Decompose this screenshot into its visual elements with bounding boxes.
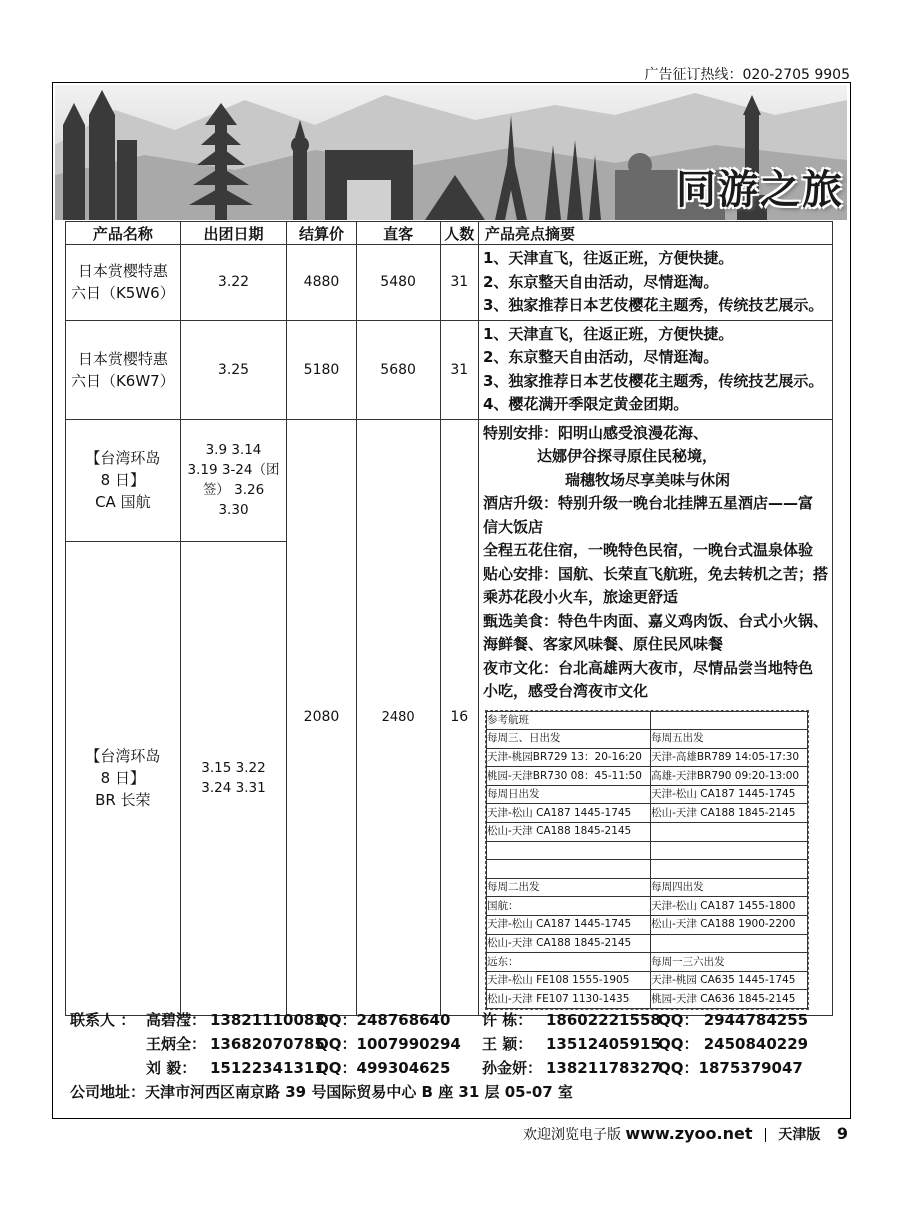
contact-row xyxy=(70,1008,830,1032)
company-address: 公司地址：天津市河西区南京路 39 号国际贸易中心 B 座 31 层 05-07 室 xyxy=(70,1083,573,1101)
flight-cell xyxy=(651,934,808,953)
flight-table xyxy=(486,711,808,1010)
flight-row xyxy=(486,748,807,767)
flight-cell: 远东： xyxy=(486,953,650,972)
table-row xyxy=(66,245,833,321)
highlight-item: 4、樱花满开季限定黄金团期。 xyxy=(482,395,689,413)
highlight-item: 夜市文化：台北高雄两大夜市，尽情品尝当地特色 xyxy=(482,658,813,677)
flight-row xyxy=(486,916,807,935)
settle-price: 5180 xyxy=(287,320,356,419)
header-count: 人数 xyxy=(440,222,478,245)
flight-cell: 天津-松山 CA187 1445-1745 xyxy=(486,916,650,935)
flight-row xyxy=(486,971,807,990)
retail-price: 5680 xyxy=(356,320,440,419)
contact-qq: QQ：248768640 xyxy=(316,1011,451,1029)
highlight-item: 小吃，感受台湾夜市文化 xyxy=(482,682,648,700)
contact-name: 王 颖： xyxy=(482,1035,533,1053)
contacts xyxy=(70,1008,830,1104)
header-date: 出团日期 xyxy=(180,222,287,245)
reference-flights xyxy=(485,710,809,1011)
highlights xyxy=(478,320,832,419)
flight-cell xyxy=(486,860,650,879)
flight-cell: 高雄-天津BR790 09:20-13:00 xyxy=(651,767,808,786)
flight-cell xyxy=(651,711,808,730)
contact-phone: 13512405915 xyxy=(546,1035,661,1053)
departure-date xyxy=(180,541,287,1015)
header-settle-price: 结算价 xyxy=(287,222,356,245)
highlight-item: 3、独家推荐日本艺伎樱花主题秀，传统技艺展示。 xyxy=(482,296,824,314)
footer-welcome: 欢迎浏览电子版 xyxy=(522,1127,621,1143)
contact-qq: QQ：499304625 xyxy=(316,1059,451,1077)
highlight-item: 乘苏花段小火车，旅途更舒适 xyxy=(482,588,678,606)
flight-cell: 每周五出发 xyxy=(651,730,808,749)
product-name xyxy=(66,541,181,1015)
contact-name: 王炳全： xyxy=(146,1035,207,1053)
contact-phone: 18602221558 xyxy=(546,1011,661,1029)
flight-row xyxy=(486,785,807,804)
contact-name: 孙金妍： xyxy=(482,1059,543,1077)
contact-qq: QQ：1007990294 xyxy=(316,1035,461,1053)
flight-cell: 每周四出发 xyxy=(651,878,808,897)
retail-price: 2480 xyxy=(356,419,440,1015)
footer-edition: 天津版 xyxy=(778,1127,821,1143)
highlight-item: 甄选美食：特色牛肉面、嘉义鸡肉饭、台式小火锅、 xyxy=(482,611,828,630)
flight-row xyxy=(486,823,807,842)
contact-phone: 13821110083 xyxy=(210,1011,325,1029)
flight-cell: 天津-松山 CA187 1455-1800 xyxy=(651,897,808,916)
flight-cell: 松山-天津 CA188 1900-2200 xyxy=(651,916,808,935)
flight-cell: 每周一三六出发 xyxy=(651,953,808,972)
product-name xyxy=(66,320,181,419)
flight-cell: 国航： xyxy=(486,897,650,916)
flight-cell: 天津-高雄BR789 14:05-17:30 xyxy=(651,748,808,767)
departure-date: 3.25 xyxy=(180,320,287,419)
flight-row xyxy=(486,953,807,972)
product-name-line: 六日（K5W6） xyxy=(70,284,175,303)
flight-row xyxy=(486,897,807,916)
page-number: 9 xyxy=(836,1124,848,1143)
product-name-line: BR 长荣 xyxy=(95,791,151,809)
highlight-item: 1、天津直飞，往返正班，方便快捷。 xyxy=(482,249,734,267)
header-retail-price: 直客 xyxy=(356,222,440,245)
contact-name: 高碧滢： xyxy=(146,1011,207,1029)
brand-title: 同游之旅 xyxy=(676,167,844,213)
highlight-item: 2、东京整天自由活动，尽情逛淘。 xyxy=(482,348,719,366)
flight-cell xyxy=(651,841,808,860)
flight-cell: 天津-松山 CA187 1445-1745 xyxy=(486,804,650,823)
flight-row xyxy=(486,730,807,749)
flight-cell: 每周三、日出发 xyxy=(486,730,650,749)
product-name-line: 8 日】 xyxy=(100,471,145,489)
highlight-item: 酒店升级：特别升级一晚台北挂牌五星酒店——富 xyxy=(482,494,813,512)
footer-url[interactable]: www.zyoo.net xyxy=(625,1124,753,1143)
highlight-item: 贴心安排：国航、长荣直飞航班，免去转机之苦；搭 xyxy=(482,564,828,583)
flight-cell: 参考航班 xyxy=(486,711,650,730)
date-line: 3.19 3-24（团 xyxy=(187,462,280,478)
highlights xyxy=(478,245,832,321)
page-footer xyxy=(523,1124,848,1144)
group-count: 16 xyxy=(440,419,478,1015)
date-line: 3.15 3.22 xyxy=(201,760,266,776)
contact-name: 刘 毅： xyxy=(146,1059,197,1077)
highlight-item: 瑞穗牧场尽享美味与休闲 xyxy=(564,470,730,489)
flight-cell: 每周二出发 xyxy=(486,878,650,897)
flight-row xyxy=(486,711,807,730)
highlight-item: 海鲜餐、客家风味餐、原住民风味餐 xyxy=(482,635,723,653)
date-line: 3.24 3.31 xyxy=(201,780,266,796)
flight-cell xyxy=(651,860,808,879)
contact-qq: QQ： 2450840229 xyxy=(658,1035,809,1053)
table-row xyxy=(66,320,833,419)
product-name xyxy=(66,245,181,321)
contact-phone: 13682070785 xyxy=(210,1035,325,1053)
highlight-item: 信大饭店 xyxy=(482,517,543,536)
flight-row xyxy=(486,934,807,953)
product-name-line: 8 日】 xyxy=(100,769,145,787)
header-highlights: 产品亮点摘要 xyxy=(478,222,832,245)
flight-cell: 松山-天津 CA188 1845-2145 xyxy=(486,934,650,953)
highlight-item: 2、东京整天自由活动，尽情逛淘。 xyxy=(482,272,719,291)
flight-cell: 松山-天津 FE107 1130-1435 xyxy=(486,990,650,1009)
product-name-line: CA 国航 xyxy=(95,493,151,511)
flight-cell: 天津-松山 FE108 1555-1905 xyxy=(486,971,650,990)
ad-hotline: 广告征订热线：020-2705 9905 xyxy=(644,67,850,83)
flight-row xyxy=(486,990,807,1009)
table-row xyxy=(66,419,833,541)
settle-price: 2080 xyxy=(287,419,356,1015)
highlight-item: 3、独家推荐日本艺伎樱花主题秀，传统技艺展示。 xyxy=(482,371,824,390)
flight-cell: 天津-桃园 CA635 1445-1745 xyxy=(651,971,808,990)
flight-cell: 桃园-天津 CA636 1845-2145 xyxy=(651,990,808,1009)
product-name xyxy=(66,419,181,541)
retail-price: 5480 xyxy=(356,245,440,321)
flight-cell: 每周日出发 xyxy=(486,785,650,804)
flight-row xyxy=(486,767,807,786)
flight-cell: 天津-松山 CA187 1445-1745 xyxy=(651,785,808,804)
contact-phone: 15122341311 xyxy=(210,1059,325,1077)
address-row xyxy=(70,1080,830,1104)
contacts-label: 联系人 ： xyxy=(70,1011,136,1029)
flight-row xyxy=(486,860,807,879)
table-header-row xyxy=(66,222,833,245)
tour-table xyxy=(65,221,833,1016)
flight-row xyxy=(486,878,807,897)
product-name-line: 【台湾环岛 xyxy=(85,449,161,467)
product-name-line: 六日（K6W7） xyxy=(70,371,175,390)
departure-date: 3.22 xyxy=(180,245,287,321)
highlights xyxy=(478,419,832,1015)
contact-row xyxy=(70,1056,830,1080)
product-name-line: 日本赏樱特惠 xyxy=(77,262,168,281)
contact-phone: 13821178327 xyxy=(546,1059,661,1077)
flight-cell: 天津-桃园BR729 13：20-16:20 xyxy=(486,748,650,767)
flight-cell: 松山-天津 CA188 1845-2145 xyxy=(651,804,808,823)
flight-row xyxy=(486,804,807,823)
highlight-item: 全程五花住宿，一晚特色民宿，一晚台式温泉体验 xyxy=(482,541,813,559)
product-name-line: 日本赏樱特惠 xyxy=(77,349,168,368)
footer-divider xyxy=(765,1128,766,1142)
contact-qq: QQ： 2944784255 xyxy=(658,1011,809,1029)
flight-cell xyxy=(486,841,650,860)
highlight-item: 特别安排：阳明山感受浪漫花海、 xyxy=(482,423,708,442)
highlight-item: 1、天津直飞，往返正班，方便快捷。 xyxy=(482,324,734,343)
departure-date xyxy=(180,419,287,541)
highlight-item: 达娜伊谷探寻原住民秘境， xyxy=(536,447,717,465)
date-line: 签） 3.26 xyxy=(202,482,265,498)
product-name-line: 【台湾环岛 xyxy=(85,747,161,765)
flight-cell: 桃园-天津BR730 08：45-11:50 xyxy=(486,767,650,786)
group-count: 31 xyxy=(440,245,478,321)
contact-row xyxy=(70,1032,830,1056)
contact-name: 许 栋： xyxy=(482,1011,533,1029)
group-count: 31 xyxy=(440,320,478,419)
date-line: 3.30 xyxy=(218,502,249,518)
date-line: 3.9 3.14 xyxy=(205,442,262,458)
header-product: 产品名称 xyxy=(66,222,181,245)
flight-cell xyxy=(651,823,808,842)
settle-price: 4880 xyxy=(287,245,356,321)
contact-qq: QQ：1875379047 xyxy=(658,1059,803,1077)
flight-row xyxy=(486,841,807,860)
flight-cell: 松山-天津 CA188 1845-2145 xyxy=(486,823,650,842)
